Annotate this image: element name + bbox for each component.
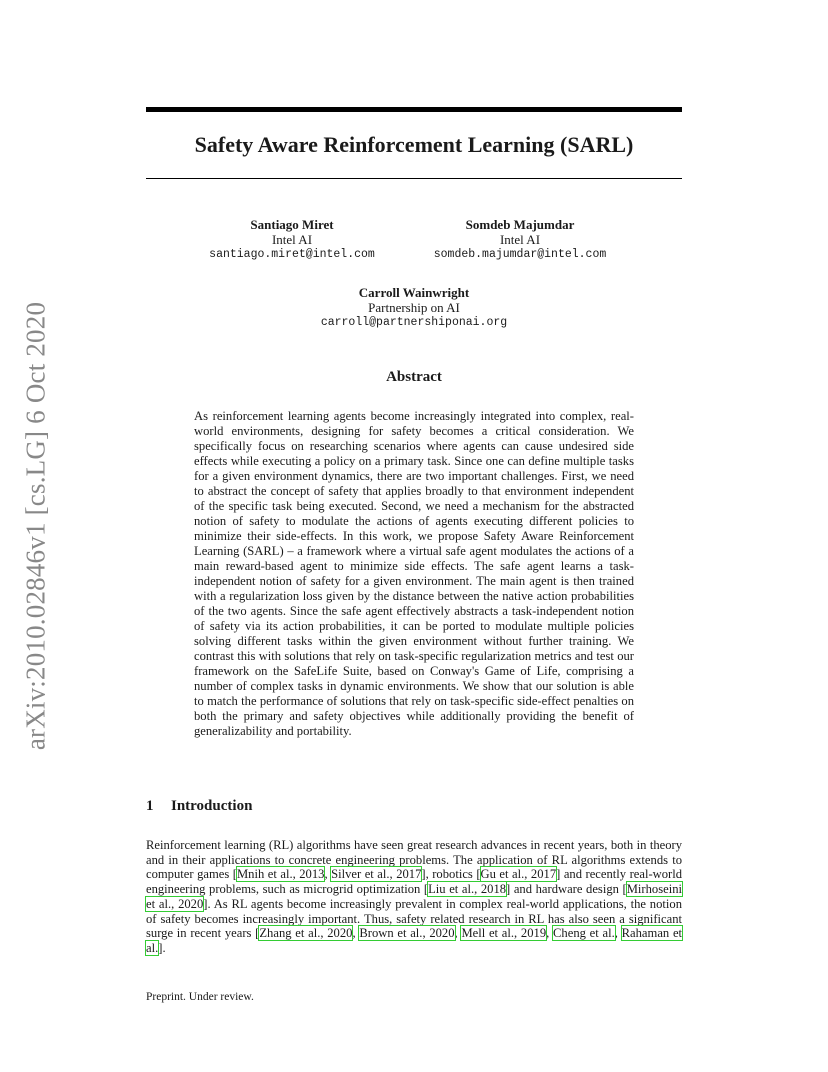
title-rule-top [146,107,682,112]
author-name: Somdeb Majumdar [465,217,575,232]
intro-text: , [352,926,360,941]
section-title: Introduction [171,798,253,814]
intro-text: , [614,926,622,941]
citation-link[interactable]: Brown et al., 2020 [359,926,455,941]
author-block [284,285,544,330]
author-email: somdeb.majumdar@intel.com [433,248,607,261]
title-rule-bottom [146,178,682,179]
intro-text: ]. As RL agents become increasingly prevalent in complex real-world applications, the notion of safety becomes increasingly important. Thus, safety related research in RL has also seen a significant surge in recent years [ [146,896,682,941]
intro-text: Reinforcement learning (RL) algorithms have seen great research advances in recent years, both in theory and in their applications to concrete engineering problems. The application of RL algorithms extends to computer games [ [146,838,682,882]
citation-link[interactable]: Rahaman et al. [146,926,683,955]
author-name: Carroll Wainwright [358,285,470,300]
citation-link[interactable]: Zhang et al., 2020 [259,926,353,941]
introduction-paragraph [146,838,682,956]
section-number: 1 [146,798,154,814]
section-heading-introduction [146,796,682,816]
author-block [409,217,631,262]
intro-text: ] and hardware design [ [506,882,627,897]
abstract-text: As reinforcement learning agents become increasingly integrated into complex, real-world environments, designing for safety becomes a critical consideration. We specifically focus on researching scenarios where agents can cause undesired side effects while executing a policy on a primary task. Since one can define multiple tasks for a given environment dynamics, there are two important challenges. First, we need to abstract the concept of safety that applies broadly to that environment independent of the specific task being executed. Second, we need a mechanism for the abstracted notion of safety to modulate the actions of agents executing different policies to minimize their side-effects. In this work, we propose Safety Aware Reinforcement Learning (SARL) – a framework where a virtual safe agent modulates the actions of a main reward-based agent to minimize side effects. The safe agent learns a task-independent notion of safety for a given environment. The main agent is then trained with a regularization loss given by the distance between the native action probabilities of the two agents. Since the safe agent effectively abstracts a task-independent notion of safety via its action probabilities, it can be ported to modulate multiple policies solving different tasks within the given environment without further training. We contrast this with solutions that rely on task-specific regularization metrics and test our framework on the SafeLife Suite, based on Conway's Game of Life, comprising a number of complex tasks in dynamic environments. We show that our solution is able to match the performance of solutions that rely on task-specific side-effect penalties on both the primary and safety objectives while additionally providing the benefit of generalizability and portability. [194,409,634,738]
author-email: santiago.miret@intel.com [209,248,375,261]
citation-link[interactable]: Cheng et al. [553,926,615,941]
author-block [186,217,398,262]
intro-text: , [454,926,462,941]
citation-link[interactable]: Silver et al., 2017 [331,867,422,882]
author-affiliation: Partnership on AI [368,300,460,315]
author-name: Santiago Miret [250,217,334,232]
footer-note: Preprint. Under review. [146,991,254,1003]
citation-link[interactable]: Mirhoseini et al., 2020 [146,882,682,911]
arxiv-identifier: arXiv:2010.02846v1 [cs.LG] 6 Oct 2020 [20,301,51,751]
abstract-heading: Abstract [386,369,442,385]
intro-text: ] and recently real-world engineering problems, such as microgrid optimization [ [146,867,683,897]
citation-link[interactable]: Mell et al., 2019 [461,926,547,941]
author-affiliation: Intel AI [499,232,541,247]
intro-text: ]. [158,940,166,955]
author-email: carroll@partnershiponai.org [320,316,508,329]
citation-link[interactable]: Gu et al., 2017 [480,867,557,882]
citation-link[interactable]: Liu et al., 2018 [428,882,507,897]
intro-text: ], robotics [ [421,867,481,882]
author-affiliation: Intel AI [271,232,313,247]
intro-text: , [324,867,332,882]
citation-link[interactable]: Mnih et al., 2013 [236,867,325,882]
paper-title: Safety Aware Reinforcement Learning (SARL) [194,132,634,157]
intro-text: , [546,926,554,941]
